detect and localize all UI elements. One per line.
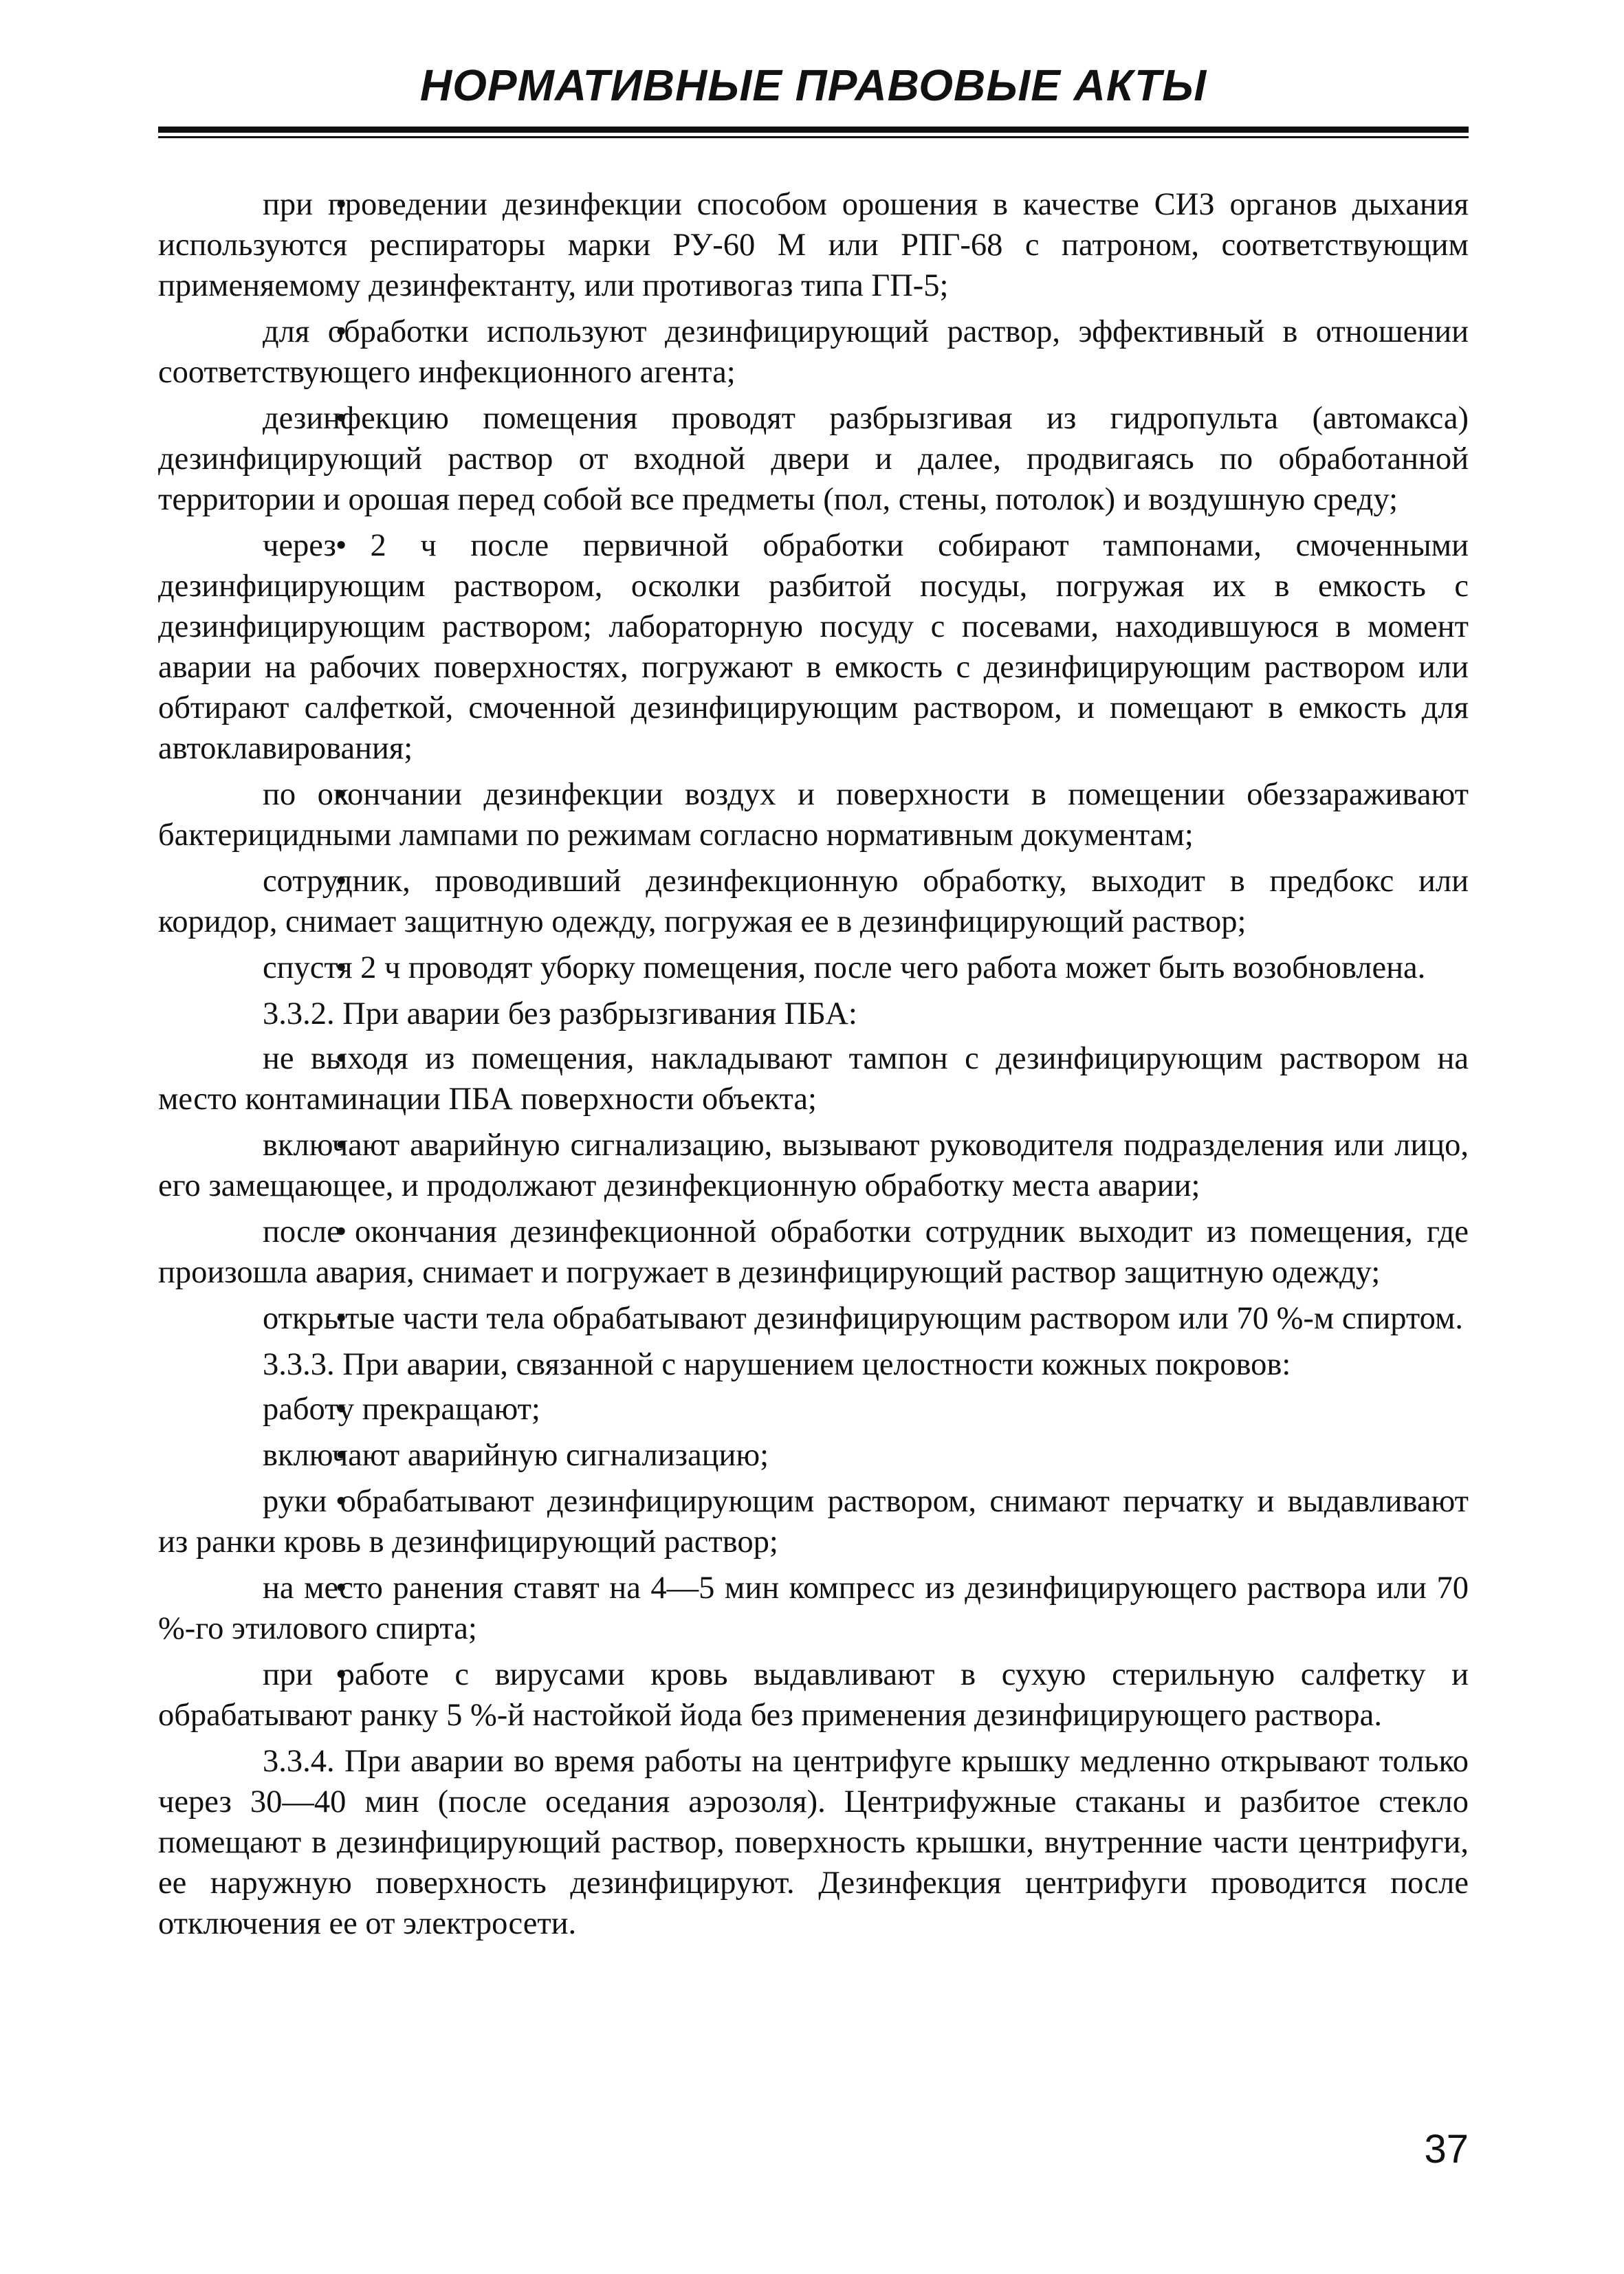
paragraph-3-3-4: 3.3.4. При аварии во время работы на центрифуге крышку медленно открывают только через 30—40 мин (после оседания аэрозоля). Центрифужные стаканы и разбитое стекло помещают в дезинфицирующий раствор, поверхность крышки, внутренние части центрифуги, ее наружную поверхность дезинфицируют. Дезинфекция центрифуги проводится после отключения ее от электросети. — [158, 1744, 1469, 1941]
page-number: 37 — [1424, 2127, 1469, 2172]
document-body — [158, 184, 1469, 1949]
bullet-item: • через 2 ч после первичной обработки собирают тампонами, смоченными дезинфицирующим раствором, осколки разбитой посуды, погружая их в емкость с дезинфицирующим раствором; лабораторную посуду с посевами, находившуюся в момент аварии на рабочих поверхностях, погружают в емкость с дезинфицирующим раствором или обтирают салфеткой, смоченной дезинфицирующим раствором, и помещают в емкость для автоклавирования; — [158, 525, 1469, 769]
running-header: НОРМАТИВНЫЕ ПРАВОВЫЕ АКТЫ — [419, 61, 1207, 110]
bullet-item: • на место ранения ставят на 4—5 мин компресс из дезинфицирующего раствора или 70 %-го этилового спирта; — [158, 1568, 1469, 1649]
bullet-item: • при проведении дезинфекции способом орошения в качестве СИЗ органов дыхания используются респираторы марки РУ-60 М или РПГ-68 с патроном, соответствующим применяемому дезинфектанту, или противогаз типа ГП-5; — [158, 184, 1469, 306]
section-heading-3-3-2: 3.3.2. При аварии без разбрызгивания ПБА: — [263, 996, 857, 1031]
section-heading-3-3-3: 3.3.3. При аварии, связанной с нарушением целостности кожных покровов: — [263, 1347, 1291, 1382]
bullet-item: • включают аварийную сигнализацию, вызывают руководителя подразделения или лицо, его замещающее, и продолжают дезинфекционную обработку места аварии; — [158, 1125, 1469, 1206]
bullet-item: • руки обрабатывают дезинфицирующим раствором, снимают перчатку и выдавливают из ранки кровь в дезинфицирующий раствор; — [158, 1481, 1469, 1562]
header-rule-thick — [158, 127, 1469, 133]
bullet-item: • при работе с вирусами кровь выдавливают в сухую стерильную салфетку и обрабатывают ранку 5 %-й настойкой йода без применения дезинфицирующего раствора. — [158, 1654, 1469, 1736]
bullet-item: • для обработки используют дезинфицирующий раствор, эффективный в отношении соответствующего инфекционного агента; — [158, 311, 1469, 393]
bullet-item: • включают аварийную сигнализацию; — [158, 1435, 1469, 1476]
bullet-item: • по окончании дезинфекции воздух и поверхности в помещении обеззараживают бактерицидными лампами по режимам согласно нормативным документам; — [158, 774, 1469, 855]
bullet-item: • спустя 2 ч проводят уборку помещения, после чего работа может быть возобновлена. — [158, 948, 1469, 988]
bullet-item: • дезинфекцию помещения проводят разбрызгивая из гидропульта (автомакса) дезинфицирующий раствор от входной двери и далее, продвигаясь по обработанной территории и орошая перед собой все предметы (пол, стены, потолок) и воздушную среду; — [158, 398, 1469, 520]
bullet-item: • сотрудник, проводивший дезинфекционную обработку, выходит в предбокс или коридор, снимает защитную одежду, погружая ее в дезинфицирующий раствор; — [158, 861, 1469, 942]
bullet-item: • работу прекращают; — [158, 1389, 1469, 1430]
bullet-item: • не выходя из помещения, накладывают тампон с дезинфицирующим раствором на место контаминации ПБА поверхности объекта; — [158, 1038, 1469, 1119]
header-rule-thin — [158, 136, 1469, 138]
bullet-item: • после окончания дезинфекционной обработки сотрудник выходит из помещения, где произошла авария, снимает и погружает в дезинфицирующий раствор защитную одежду; — [158, 1212, 1469, 1293]
bullet-item: • открытые части тела обрабатывают дезинфицирующим раствором или 70 %-м спиртом. — [158, 1298, 1469, 1339]
